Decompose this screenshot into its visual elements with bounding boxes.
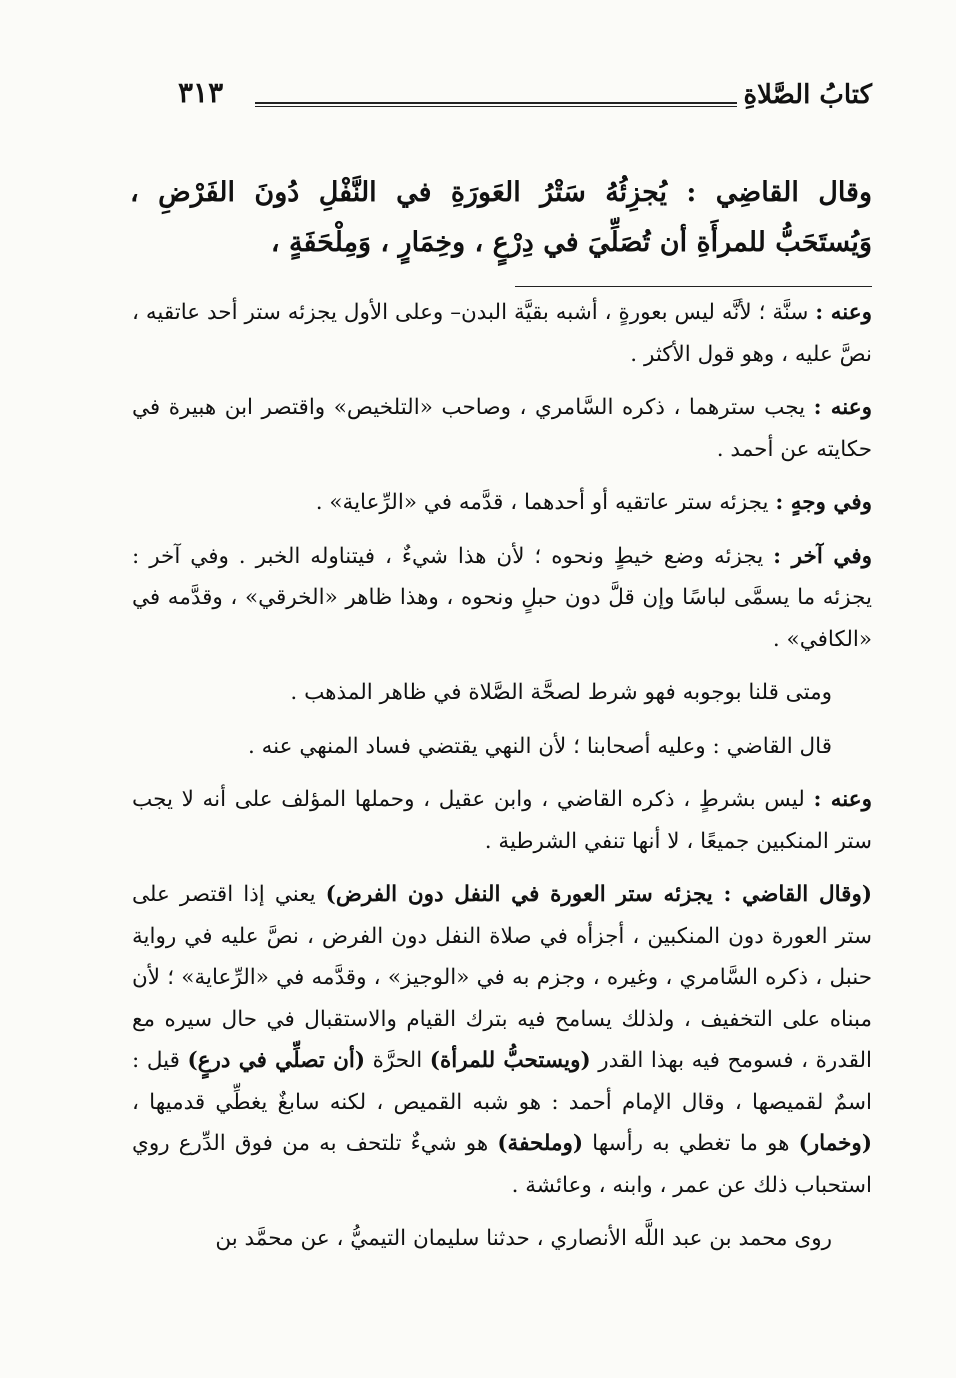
quoted-matn: (وخمار) (798, 1131, 872, 1156)
paragraph-3 (132, 482, 872, 524)
quoted-matn: (وملحفة) (497, 1131, 584, 1156)
paragraph-text: ليس بشرطٍ ، ذكره القاضي ، وابن عقيل ، وحملها المؤلف على أنه لا يجب ستر المنكبين جميعًا ، لا أنها تنفي الشرطية . (132, 787, 872, 854)
paragraph-2 (132, 387, 872, 470)
chapter-title: كتابُ الصَّلاةِ (743, 80, 872, 110)
paragraph-text: يجزئه ستر عاتقيه أو أحدهما ، قدَّمه في «الرِّعاية» . (315, 490, 776, 515)
header-rule-thin (255, 106, 737, 107)
paragraph-1 (132, 292, 872, 375)
last-paragraph: روى محمد بن عبد اللَّه الأنصاري ، حدثنا سليمان التيميُّ ، عن محمَّد بن (215, 1226, 832, 1251)
paragraph-text: يجب سترهما ، ذكره السَّامري ، وصاحب «التلخيص» واقتصر ابن هبيرة في حكايته عن أحمد . (132, 395, 872, 462)
quoted-matn: (أن تصلِّي في درعٍ) (187, 1048, 366, 1073)
commentary-text: الحرَّة (365, 1048, 430, 1073)
quoted-matn: (وقال القاضي : يجزئه ستر العورة في النفل دون الفرض) (325, 882, 872, 907)
paragraph-7 (132, 779, 872, 862)
page-number: ٣١٣ (178, 76, 224, 109)
paragraph-lead: وعنه : (815, 300, 872, 325)
paragraph-6 (132, 726, 872, 768)
paragraph-lead: وعنه : (813, 395, 872, 420)
commentary-text: هو ما تغطي به رأسها (583, 1131, 799, 1156)
header-rule (255, 102, 737, 104)
commentary-body (132, 292, 872, 1272)
paragraph-text: سنَّة ؛ لأنَّه ليس بعورةٍ ، أشبه بقيَّة البدن– وعلى الأول يجزئه ستر أحد عاتقيه ، نصَّ عليه ، وهو قول الأكثر . (132, 300, 872, 367)
commentary-text: قيل : اسمٌ لقميصها ، وقال الإمام أحمد : هو شبه القميص ، لكنه سابغٌ يغطِّي قدميها ، (132, 1048, 872, 1115)
matn-text: وقال القاضِي : يُجزِئُهُ سَتْرُ العَورَةِ في النَّفْلِ دُونَ الفَرْضِ ، وَيُستَحَبُّ للمرأَةِ أن تُصَلِّيَ في دِرْعٍ ، وخِمَارٍ ، وَمِلْحَفَةٍ ، (130, 177, 872, 258)
commentary-paragraph (132, 874, 872, 1206)
paragraph-text: يجزئه وضع خيطٍ ونحوه ؛ لأن هذا شيءٌ ، فيتناوله الخبر . وفي آخر : يجزئه ما يسمَّى لباسًا وإن قلَّ دون حبلٍ ونحوه ، وهذا ظاهر «الخرقي» ، وقدَّمه في «الكافي» . (132, 543, 872, 652)
quoted-matn: (ويستحبُّ للمرأة) (429, 1048, 591, 1073)
paragraph-lead: وعنه : (813, 787, 872, 812)
paragraph-5 (132, 672, 872, 714)
paragraph-text: ومتى قلنا بوجوبه فهو شرط لصحَّة الصَّلاة في ظاهر المذهب . (290, 680, 832, 705)
matn-separator (515, 286, 872, 287)
commentary-text: يعني إذا اقتصر على ستر العورة دون المنكبين ، أجزأه في صلاة النفل دون الفرض ، نصَّ عليه في رواية حنبل ، ذكره السَّامري ، وغيره ، وجزم به في «الوجيز» ، وقدَّمه في «الرِّعاية» ؛ لأن مبناه على التخفيف ، ولذلك يسامح فيه بترك القيام والاستقبال في حال سيره مع القدرة ، فسومح فيه بهذا القدر (132, 882, 873, 1073)
paragraph-lead: وفي وجهٍ : (775, 490, 872, 515)
paragraph-lead: وفي آخر : (773, 543, 872, 569)
page-header (160, 76, 872, 124)
commentary-text: هو شيءٌ تلتحف به من فوق الدِّرع روي استحباب ذلك عن عمر ، وابنه ، وعائشة . (132, 1131, 872, 1198)
paragraph-4 (132, 536, 872, 661)
paragraph-text: قال القاضي : وعليه أصحابنا ؛ لأن النهي يقتضي فساد المنهي عنه . (247, 733, 832, 759)
